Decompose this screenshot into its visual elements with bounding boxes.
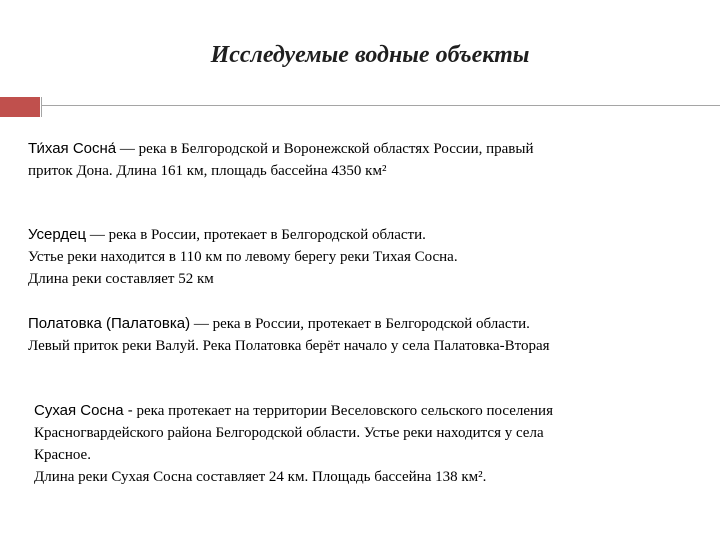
river-paragraph-tikhaya-sosna	[28, 138, 533, 182]
river-name: Усердец	[28, 226, 87, 243]
river-text: — река в Белгородской и Воронежской областях России, правый	[116, 141, 534, 157]
river-text: Красногвардейского района Белгородской области. Устье реки находится у села	[34, 425, 544, 441]
river-text: Длина реки составляет 52 км	[28, 271, 214, 287]
river-paragraph-sukhaya-sosna	[34, 400, 553, 488]
title-divider-line	[42, 105, 720, 106]
river-text: Красное.	[34, 447, 91, 463]
slide-title: Исследуемые водные объекты	[210, 42, 530, 68]
title-accent-bar	[0, 97, 40, 117]
river-name: Полатовка (Палатовка)	[28, 315, 191, 332]
river-paragraph-userdets	[28, 224, 458, 290]
river-paragraph-polatovka	[28, 313, 550, 357]
river-text: — река в России, протекает в Белгородской области.	[86, 227, 426, 243]
river-text: Устье реки находится в 110 км по левому берегу реки Тихая Сосна.	[28, 249, 458, 265]
river-text: Длина реки Сухая Сосна составляет 24 км. Площадь бассейна 138 км².	[34, 469, 487, 485]
river-name: Сухая Сосна -	[34, 402, 133, 419]
river-text: — река в России, протекает в Белгородской области.	[190, 316, 530, 332]
river-text: Левый приток реки Валуй. Река Полатовка берёт начало у села Палатовка-Вторая	[28, 338, 550, 354]
river-text: приток Дона. Длина 161 км, площадь бассейна 4350 км²	[28, 163, 387, 179]
river-text: река протекает на территории Веселовского сельского поселения	[132, 403, 553, 419]
divider-tick	[41, 97, 42, 117]
river-name: Ти́хая Сосна́	[28, 140, 117, 157]
